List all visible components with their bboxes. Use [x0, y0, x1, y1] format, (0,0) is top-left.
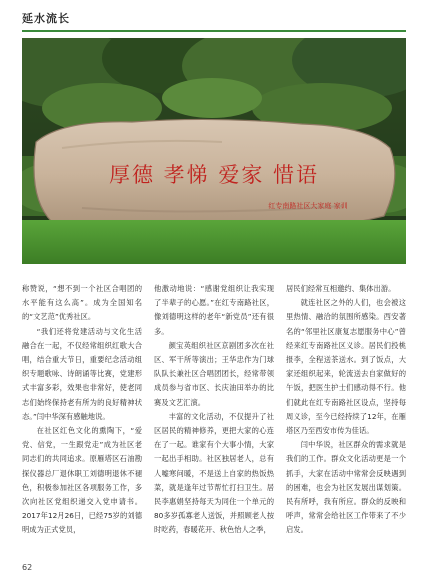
- article-column-3: [286, 282, 406, 538]
- paragraph: 就连社区之外的人们，也会被这里热情、融洽的氛围所感染。西安著名的“邻里社区康复志愿服务中心”曾经来红专南路社区义诊。居民们投桃报李，全程送茶送水。到了饭点，大家还组织起来，轮流送去自家做好的午饭，把医生护士们感动得不行。他们就此在红专南路社区设点，坚持每周义诊，至今已经持续了12年，在雁塔区乃至西安市传为佳话。: [286, 298, 406, 436]
- page-number: 62: [22, 563, 33, 572]
- paragraph: 居民们经常互相邀约、集体出游。: [286, 284, 396, 293]
- rock-carving-main: 厚德 孝悌 爱家 惜语: [108, 163, 320, 187]
- article-column-2: [154, 282, 274, 538]
- paragraph: 称赞说，“想不到一个社区合唱团的水平能有这么高”。成为全国知名的“文艺范”优秀社区。: [22, 284, 142, 322]
- paragraph: 闫中华说，社区群众的需求就是我们的工作。群众文化活动更是一个抓手，大家在活动中常常会反映遇到的困难，也会为社区发展出谋划策。民有所呼，我有所应。群众的反映和呼声，常常会给社区工作带来了不少启发。: [286, 440, 406, 535]
- paragraph: 颜宝英组织社区京剧团多次在社区、军干所等演出；王华忠作为门球队队长兼社区合唱团团长，经常带领成员参与省市区、长庆油田举办的比赛及文艺汇演。: [154, 340, 274, 407]
- article-column-1: [22, 282, 142, 538]
- paragraph: “我们还将党建活动与文化生活融合在一起，不仅经常组织红歌大合唱，结合重大节日，重要纪念活动组织专题歌咏、诗朗诵等比赛，党建形式丰富多彩，效果也非常好，使老同志们始终保持老有所为的良好精神状态。”闫中华深有感触地说。: [22, 326, 142, 421]
- article-body: [22, 282, 406, 562]
- rock-carving-sub: 红专南路社区大家庭 家训: [268, 202, 348, 210]
- page-header: [0, 0, 427, 40]
- header-rule: [22, 30, 406, 32]
- paragraph: 在社区红色文化的熏陶下，“爱党、信党，一生跟党走”成为社区老同志们的共同追求。原雁塔区石油勘探仪器总厂退休职工刘德明退休不褪色，积极参加社区各项服务工作，多次向社区党组织递交入党申请书。2017年12月26日，已经75岁的刘德明成为正式党员，: [22, 426, 142, 535]
- section-title: 延水流长: [22, 12, 70, 25]
- paragraph: 丰富的文化活动，不仅提升了社区居民的精神修养，更把大家的心连在了一起。谁家有个大事小情，大家一起出手相助。社区独居老人，总有人嘘寒问暖，不是送上自家的热饭热菜，就是逢年过节帮忙打扫卫生。居民李惠娟坚持每天为同住一个单元的80多岁孤寡老人送饭，并照顾老人按时吃药，春暖花开、秋色怡人之季，: [154, 411, 274, 535]
- rock-photo: [22, 38, 406, 264]
- paragraph: 他激动地说：“感谢党组织让我实现了半辈子的心愿。”在红专南路社区，像刘德明这样的老年“新党员”还有很多。: [154, 284, 274, 336]
